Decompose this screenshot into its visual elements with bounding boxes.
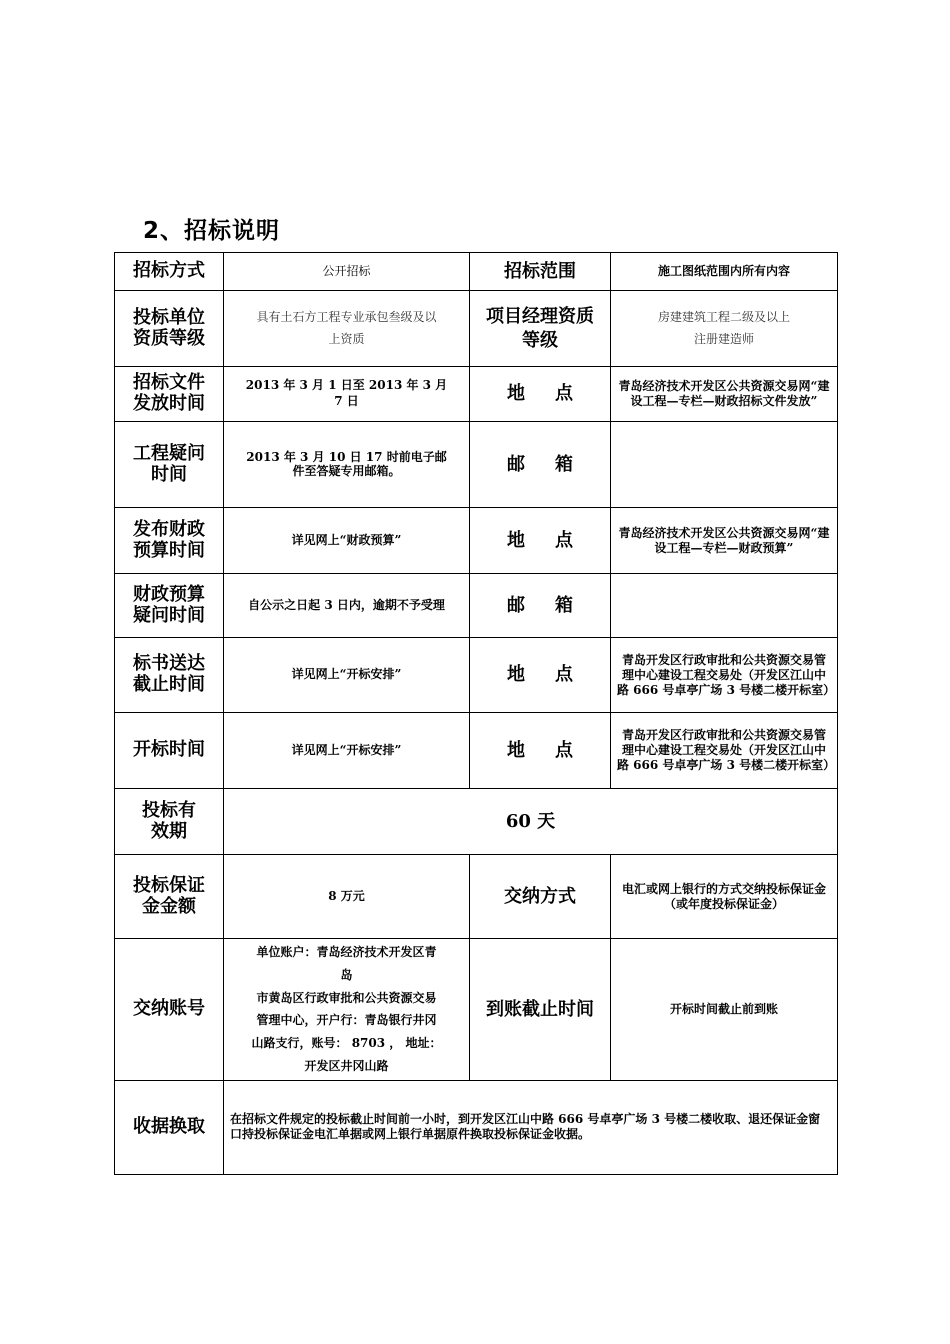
bond-amount-value: 8 万元 (224, 855, 470, 939)
row-label: 开标时间 (115, 713, 224, 789)
label-char: 地 (507, 529, 525, 551)
table-row (115, 1080, 838, 1174)
mid-label (470, 367, 611, 422)
table-row (115, 789, 838, 855)
label-char: 邮 (507, 594, 525, 616)
opening-time-value: 详见网上“开标安排” (224, 713, 470, 789)
mid-label: 交纳方式 (470, 855, 611, 939)
table-row (115, 253, 838, 291)
label-char: 点 (555, 739, 573, 761)
row-label: 收据换取 (115, 1080, 224, 1174)
value-line: 注册建造师 (693, 331, 754, 346)
label-line: 工程疑问 (133, 442, 205, 464)
section-heading: 2、招标说明 (143, 218, 281, 244)
label-char: 地 (507, 739, 525, 761)
value-line: 上资质 (328, 331, 365, 346)
label-line: 等级 (522, 329, 558, 351)
label-line: 金金额 (142, 895, 196, 917)
validity-period-value: 60 天 (224, 789, 838, 855)
row-label (115, 789, 224, 855)
account-line: 开发区井冈山路 (304, 1058, 389, 1073)
arrival-deadline-value: 开标时间截止前到账 (611, 939, 838, 1081)
budget-publish-value: 详见网上“财政预算” (224, 508, 470, 574)
table-row (115, 422, 838, 508)
doc-issue-time-value (224, 367, 470, 422)
bidding-info-table (114, 252, 838, 1175)
email-value (611, 422, 838, 508)
manager-qualification-value (611, 291, 838, 367)
account-line: 管理中心，开户行：青岛银行井冈 (256, 1013, 437, 1028)
row-label (115, 291, 224, 367)
payment-method-value: 电汇或网上银行的方式交纳投标保证金（或年度投标保证金） (611, 855, 838, 939)
account-line: 岛 (340, 967, 353, 982)
label-line: 资质等级 (133, 327, 205, 349)
location-value: 青岛经济技术开发区公共资源交易网“建设工程—专栏—财政招标文件发放” (611, 367, 838, 422)
bid-scope-value: 施工图纸范围内所有内容 (611, 253, 838, 291)
value-line: 2013 年 3 月 1 日至 2013 年 3 月 (245, 378, 448, 393)
label-line: 疑问时间 (133, 604, 205, 626)
label-line: 投标单位 (133, 306, 205, 328)
account-line: 市黄岛区行政审批和公共资源交易 (256, 990, 437, 1005)
table-row (115, 713, 838, 789)
label-char: 点 (555, 529, 573, 551)
row-label (115, 638, 224, 713)
label-line: 招标文件 (133, 372, 205, 394)
label-char: 邮 (507, 453, 525, 475)
label-char: 地 (507, 664, 525, 686)
label-line: 效期 (151, 820, 187, 842)
mid-label (470, 422, 611, 508)
table-row (115, 508, 838, 574)
mid-label: 招标范围 (470, 253, 611, 291)
row-label (115, 855, 224, 939)
budget-question-value: 自公示之日起 3 日内，逾期不予受理 (224, 574, 470, 638)
location-value: 青岛开发区行政审批和公共资源交易管理中心建设工程交易处（开发区江山中路 666 号卓亭广场 3 号楼二楼开标室） (611, 713, 838, 789)
label-char: 箱 (555, 594, 573, 616)
location-value: 青岛开发区行政审批和公共资源交易管理中心建设工程交易处（开发区江山中路 666 号卓亭广场 3 号楼二楼开标室） (611, 638, 838, 713)
label-line: 时间 (151, 463, 187, 485)
row-label (115, 367, 224, 422)
value-line: 房建建筑工程二级及以上 (657, 309, 790, 324)
mid-label (470, 574, 611, 638)
label-char: 点 (555, 383, 573, 405)
label-line: 投标有 (142, 799, 196, 821)
label-line: 投标保证 (133, 874, 205, 896)
table-row (115, 367, 838, 422)
bid-method-value: 公开招标 (224, 253, 470, 291)
label-line: 项目经理资质 (486, 306, 594, 328)
label-char: 地 (507, 383, 525, 405)
label-line: 发布财政 (133, 518, 205, 540)
account-line: 山路支行，账号： 8703 ， 地址： (251, 1036, 442, 1051)
email-value (611, 574, 838, 638)
mid-label (470, 713, 611, 789)
value-line: 7 日 (334, 394, 359, 408)
row-label (115, 422, 224, 508)
account-value (224, 939, 470, 1081)
label-line: 标书送达 (133, 653, 205, 675)
question-time-value: 2013 年 3 月 10 日 17 时前电子邮件至答疑专用邮箱。 (224, 422, 470, 508)
table-row (115, 574, 838, 638)
row-label: 交纳账号 (115, 939, 224, 1081)
row-label (115, 508, 224, 574)
table-row (115, 638, 838, 713)
mid-label (470, 291, 611, 367)
mid-label: 到账截止时间 (470, 939, 611, 1081)
submission-deadline-value: 详见网上“开标安排” (224, 638, 470, 713)
row-label: 招标方式 (115, 253, 224, 291)
location-value: 青岛经济技术开发区公共资源交易网“建设工程—专栏—财政预算” (611, 508, 838, 574)
receipt-exchange-value: 在招标文件规定的投标截止时间前一小时，到开发区江山中路 666 号卓亭广场 3 号楼二楼收取、退还保证金窗口持投标保证金电汇单据或网上银行单据原件换取投标保证金收据。 (224, 1080, 838, 1174)
label-line: 预算时间 (133, 539, 205, 561)
account-line: 单位账户：青岛经济技术开发区青 (256, 945, 437, 959)
row-label (115, 574, 224, 638)
mid-label (470, 508, 611, 574)
table-row (115, 291, 838, 367)
label-line: 截止时间 (133, 674, 205, 695)
label-char: 箱 (555, 453, 573, 475)
label-char: 点 (555, 664, 573, 686)
table-row (115, 855, 838, 939)
qualification-value (224, 291, 470, 367)
label-line: 发放时间 (133, 393, 205, 414)
value-line: 具有土石方工程专业承包叁级及以 (256, 309, 437, 324)
label-line: 财政预算 (133, 583, 205, 605)
table-row (115, 939, 838, 1081)
mid-label (470, 638, 611, 713)
